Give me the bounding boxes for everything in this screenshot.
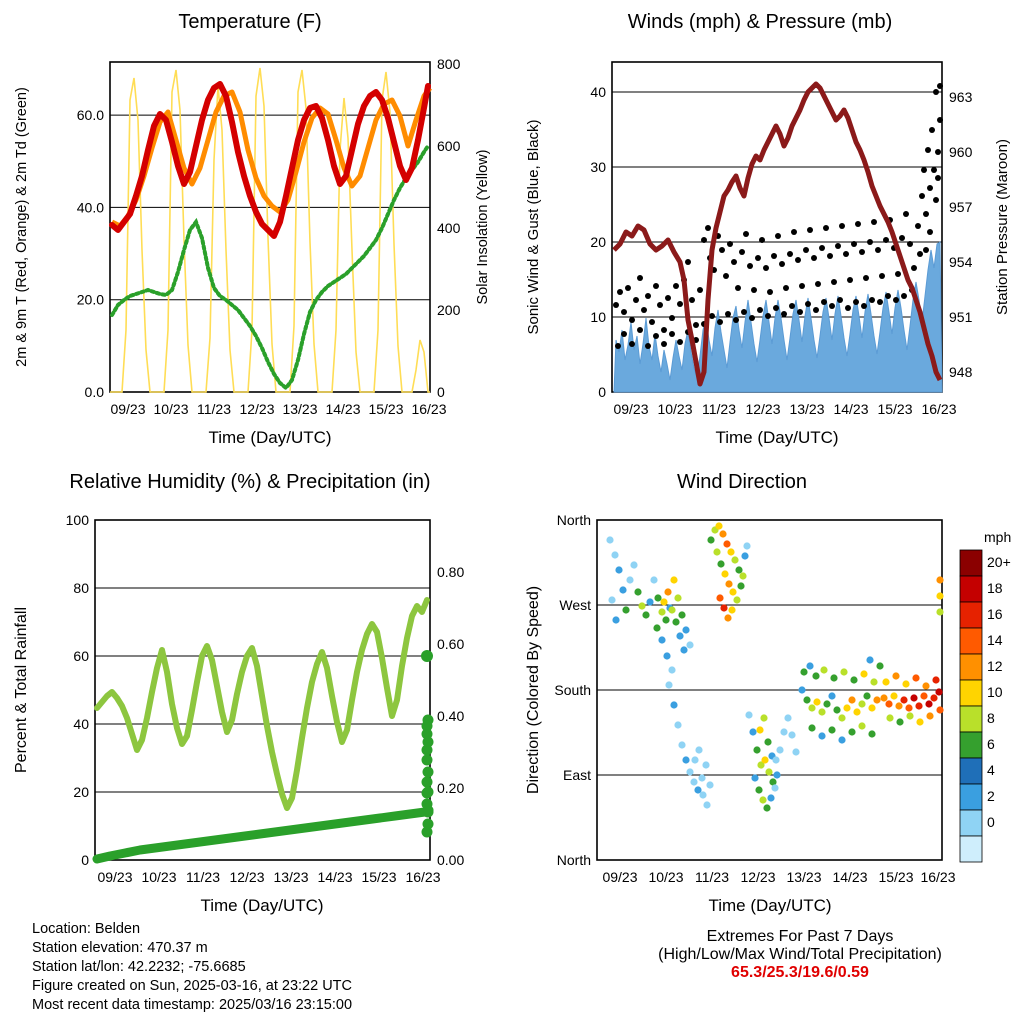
svg-text:10/23: 10/23 — [648, 869, 684, 885]
winddir-xticks — [602, 869, 955, 885]
svg-text:09/23: 09/23 — [613, 401, 649, 417]
svg-text:960: 960 — [949, 144, 973, 160]
svg-text:0.00: 0.00 — [437, 852, 465, 868]
svg-text:11/23: 11/23 — [197, 401, 231, 417]
humidity-xlabel: Time (Day/UTC) — [200, 896, 324, 915]
temperature-ylabel-right: Solar Insolation (Yellow) — [475, 149, 491, 305]
svg-text:12: 12 — [987, 658, 1003, 674]
svg-text:14/23: 14/23 — [325, 401, 361, 417]
svg-text:954: 954 — [949, 254, 973, 270]
svg-text:11/23: 11/23 — [702, 401, 736, 417]
svg-text:948: 948 — [949, 364, 973, 380]
svg-text:80: 80 — [73, 580, 89, 596]
svg-text:10: 10 — [590, 309, 606, 325]
extremes-values: 65.3/25.3/19.6/0.59 — [731, 964, 869, 981]
svg-text:10/23: 10/23 — [141, 869, 177, 885]
svg-text:16/23: 16/23 — [921, 401, 957, 417]
svg-text:40: 40 — [590, 84, 606, 100]
wind-direction-scatter — [606, 522, 943, 811]
gust-scatter — [613, 83, 943, 349]
svg-text:0.60: 0.60 — [437, 636, 465, 652]
svg-text:0: 0 — [598, 384, 606, 400]
extremes-heading: Extremes For Past 7 Days — [706, 928, 894, 945]
winds-ylabel-left: Sonic Wind & Gust (Blue, Black) — [525, 119, 542, 335]
temperature-ylabel-left: 2m & 9m T (Red, Orange) & 2m Td (Green) — [14, 87, 30, 367]
svg-text:14/23: 14/23 — [833, 401, 869, 417]
svg-text:12/23: 12/23 — [745, 401, 781, 417]
winds-chart-svg — [512, 0, 1024, 460]
footer-latlon: Station lat/lon: 42.2232; -75.6685 — [32, 959, 246, 975]
winddir-title: Wind Direction — [676, 471, 808, 493]
winds-xlabel: Time (Day/UTC) — [715, 428, 839, 447]
svg-text:15/23: 15/23 — [361, 869, 397, 885]
svg-text:2: 2 — [987, 788, 995, 804]
svg-text:963: 963 — [949, 89, 973, 105]
svg-text:0.0: 0.0 — [84, 384, 104, 400]
footer-location: Location: Belden — [32, 921, 141, 937]
svg-text:11/23: 11/23 — [186, 869, 220, 885]
svg-text:12/23: 12/23 — [239, 401, 275, 417]
svg-text:12/23: 12/23 — [740, 869, 776, 885]
svg-text:20.0: 20.0 — [76, 291, 104, 308]
svg-text:20: 20 — [73, 784, 89, 800]
svg-text:16: 16 — [987, 606, 1003, 622]
svg-text:09/23: 09/23 — [602, 869, 638, 885]
footer-metadata — [32, 920, 502, 1015]
temperature-title: Temperature (F) — [178, 11, 322, 33]
svg-text:0.20: 0.20 — [437, 780, 465, 796]
humidity-ylabel-left: Percent & Total Rainfall — [13, 606, 30, 774]
svg-text:200: 200 — [437, 302, 461, 318]
svg-text:0: 0 — [437, 384, 445, 400]
svg-text:12/23: 12/23 — [229, 869, 265, 885]
winds-yticks-right — [949, 89, 973, 380]
svg-text:0.80: 0.80 — [437, 564, 465, 580]
svg-text:10: 10 — [987, 684, 1003, 700]
svg-text:957: 957 — [949, 199, 973, 215]
winds-xticks — [613, 401, 956, 417]
winddir-xlabel: Time (Day/UTC) — [708, 896, 832, 915]
svg-text:14/23: 14/23 — [317, 869, 353, 885]
extremes-block — [600, 928, 1000, 982]
svg-text:North: North — [556, 512, 591, 528]
svg-text:0: 0 — [987, 814, 995, 830]
svg-text:North: North — [556, 852, 591, 868]
panel-temperature — [0, 0, 512, 460]
svg-text:400: 400 — [437, 220, 461, 236]
humidity-yticks-right — [437, 564, 464, 868]
svg-text:4: 4 — [987, 762, 995, 778]
svg-text:11/23: 11/23 — [695, 869, 729, 885]
footer-recent-timestamp: Most recent data timestamp: 2025/03/16 23:15:00 — [32, 997, 353, 1013]
winddir-colorbar — [960, 529, 1011, 862]
svg-text:09/23: 09/23 — [97, 869, 133, 885]
svg-text:10/23: 10/23 — [153, 401, 189, 417]
total-rainfall-series — [97, 810, 429, 859]
svg-text:600: 600 — [437, 138, 461, 154]
winds-yticks-left — [590, 84, 606, 400]
humidity-xticks — [97, 869, 440, 885]
winddir-yticks — [554, 512, 591, 868]
svg-text:10/23: 10/23 — [657, 401, 693, 417]
panel-humidity — [0, 460, 512, 930]
temperature-xticks — [110, 401, 446, 417]
temperature-yticks-right — [437, 56, 461, 400]
svg-text:South: South — [554, 682, 591, 698]
svg-text:40.0: 40.0 — [76, 199, 104, 216]
svg-text:18: 18 — [987, 580, 1003, 596]
winddir-ylabel: Direction (Colored By Speed) — [525, 585, 542, 795]
svg-text:East: East — [562, 767, 591, 783]
humidity-chart-svg — [0, 460, 512, 930]
svg-text:40: 40 — [73, 716, 89, 732]
svg-text:13/23: 13/23 — [282, 401, 318, 417]
svg-text:60: 60 — [73, 648, 89, 664]
temperature-gridlines — [110, 115, 430, 392]
footer-created: Figure created on Sun, 2025-03-16, at 23:22 UTC — [32, 978, 352, 994]
winddir-chart-svg — [512, 460, 1024, 930]
svg-text:0.40: 0.40 — [437, 708, 465, 724]
footer-elevation: Station elevation: 470.37 m — [32, 940, 208, 956]
svg-text:15/23: 15/23 — [368, 401, 404, 417]
colorbar-title: mph — [984, 529, 1012, 545]
svg-text:13/23: 13/23 — [273, 869, 309, 885]
svg-text:15/23: 15/23 — [877, 401, 913, 417]
extremes-subheading: (High/Low/Max Wind/Total Precipitation) — [658, 946, 942, 963]
svg-text:100: 100 — [65, 512, 89, 528]
winds-title: Winds (mph) & Pressure (mb) — [627, 11, 893, 33]
svg-text:13/23: 13/23 — [786, 869, 822, 885]
svg-text:14: 14 — [987, 632, 1003, 648]
svg-text:14/23: 14/23 — [832, 869, 868, 885]
svg-text:30: 30 — [590, 159, 606, 175]
panel-winds — [512, 0, 1024, 460]
svg-text:800: 800 — [437, 56, 461, 72]
svg-text:0: 0 — [81, 852, 89, 868]
humidity-title: Relative Humidity (%) & Precipitation (in) — [69, 471, 431, 493]
colorbar-ticklabels — [987, 554, 1011, 830]
svg-text:West: West — [559, 597, 591, 613]
winds-ylabel-right: Station Pressure (Maroon) — [994, 139, 1011, 315]
panel-wind-direction — [512, 460, 1024, 930]
humidity-yticks-left — [66, 512, 90, 868]
temperature-yticks-left — [77, 107, 104, 400]
temperature-xlabel: Time (Day/UTC) — [208, 428, 332, 447]
svg-text:20+: 20+ — [987, 554, 1011, 570]
svg-text:6: 6 — [987, 736, 995, 752]
svg-text:20: 20 — [590, 234, 606, 250]
svg-text:16/23: 16/23 — [411, 401, 447, 417]
svg-text:16/23: 16/23 — [920, 869, 956, 885]
relative-humidity-series — [97, 600, 427, 808]
svg-text:951: 951 — [949, 309, 973, 325]
temperature-chart-svg — [0, 0, 512, 460]
svg-text:16/23: 16/23 — [405, 869, 441, 885]
svg-text:09/23: 09/23 — [110, 401, 146, 417]
svg-text:15/23: 15/23 — [878, 869, 914, 885]
svg-text:8: 8 — [987, 710, 995, 726]
svg-text:60.0: 60.0 — [76, 107, 104, 124]
svg-text:13/23: 13/23 — [789, 401, 825, 417]
